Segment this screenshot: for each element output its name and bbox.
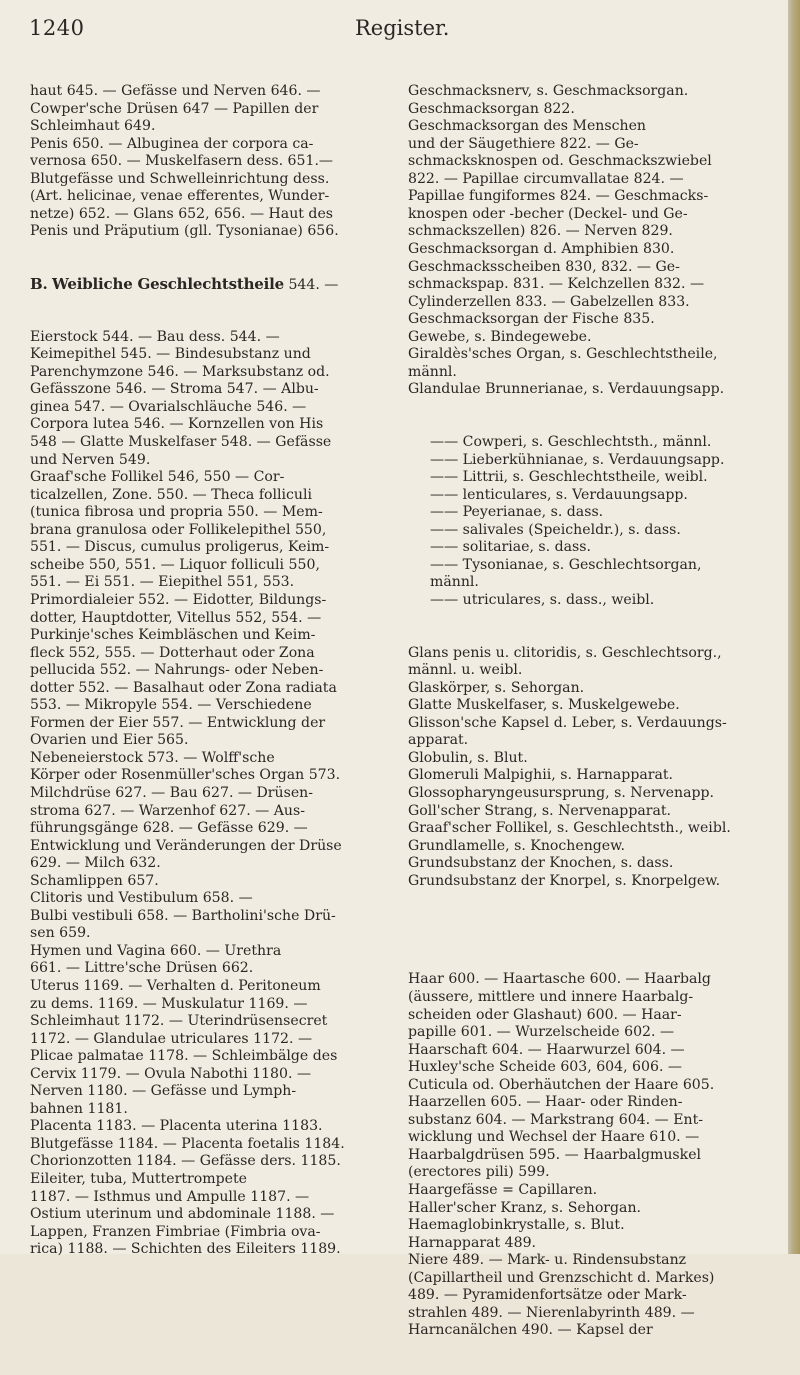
text-line: pellucida 552. — Nahrungs- oder Neben- [30, 662, 324, 679]
text-line: Graaf'scher Follikel, s. Geschlechtsth., weibl. [408, 820, 731, 837]
text-line: Haller'scher Kranz, s. Sehorgan. [408, 1199, 642, 1216]
text-line: Gefässzone 546. — Stroma 547. — Albu- [30, 381, 319, 398]
text-line: männl. [430, 574, 479, 591]
text-line: Geschmacksorgan d. Amphibien 830. [408, 241, 675, 258]
text-line: Glatte Muskelfaser, s. Muskelgewebe. [408, 697, 680, 714]
text-line: (äussere, mittlere und innere Haarbalg- [408, 988, 694, 1005]
text-line: führungsgänge 628. — Gefässe 629. — [30, 820, 308, 837]
text-line: Glomeruli Malpighii, s. Harnapparat. [408, 767, 674, 784]
text-line: brana granulosa oder Follikelepithel 550, [30, 521, 327, 538]
text-line: Penis 650. — Albuginea der corpora ca- [30, 135, 314, 152]
text-line: 629. — Milch 632. [30, 855, 161, 872]
text-line: Globulin, s. Blut. [408, 749, 528, 766]
text-line: —— solitariae, s. dass. [430, 539, 591, 556]
text-line: ginea 547. — Ovarialschläuche 546. — [30, 398, 307, 415]
text-line: zu dems. 1169. — Muskulatur 1169. — [30, 995, 308, 1012]
text-line: (Capillartheil und Grenzschicht d. Markes) [408, 1269, 715, 1286]
text-line: scheiden oder Glashaut) 600. — Haar- [408, 1006, 682, 1023]
h-entries [408, 971, 778, 1339]
text-line: (erectores pili) 599. [408, 1164, 550, 1181]
geschmack-entries [408, 83, 778, 399]
letter-gap [408, 925, 778, 936]
penis-entry-block [30, 83, 390, 241]
text-line: Haar 600. — Haartasche 600. — Haarbalg [408, 971, 711, 988]
text-line: substanz 604. — Markstrang 604. — Ent- [408, 1111, 703, 1128]
text-line: Hymen und Vagina 660. — Urethra [30, 942, 282, 959]
text-line: Entwicklung und Veränderungen der Drüse [30, 837, 342, 854]
text-line: —— Tysonianae, s. Geschlechtsorgan, [430, 556, 702, 573]
text-line: knospen oder -becher (Deckel- und Ge- [408, 205, 688, 222]
text-line: fleck 552, 555. — Dotterhaut oder Zona [30, 644, 315, 661]
page-header [0, 16, 790, 42]
left-column [30, 48, 390, 1294]
text-line: und der Säugethiere 822. — Ge- [408, 135, 639, 152]
text-line: Goll'scher Strang, s. Nervenapparat. [408, 802, 672, 819]
text-line: 548 — Glatte Muskelfaser 548. — Gefässe [30, 434, 332, 451]
text-line: Grundsubstanz der Knorpel, s. Knorpelgew. [408, 872, 721, 889]
section-heading-b [30, 276, 390, 294]
text-line: Cowper'sche Drüsen 647 — Papillen der [30, 100, 319, 117]
text-line: Cylinderzellen 833. — Gabelzellen 833. [408, 293, 690, 310]
text-line: 661. — Littre'sche Drüsen 662. [30, 960, 254, 977]
text-line: Keimepithel 545. — Bindesubstanz und [30, 346, 311, 363]
text-line: Lappen, Franzen Fimbriae (Fimbria ova- [30, 1223, 321, 1240]
text-line: 822. — Papillae circumvallatae 824. — [408, 170, 684, 187]
text-line: Ovarien und Eier 565. [30, 732, 189, 749]
text-line: 489. — Pyramidenfortsätze oder Mark- [408, 1287, 687, 1304]
text-line: —— salivales (Speicheldr.), s. dass. [430, 521, 681, 538]
text-line: Milchdrüse 627. — Bau 627. — Drüsen- [30, 784, 314, 801]
text-line: 1172. — Glandulae utriculares 1172. — [30, 1030, 313, 1047]
text-line: Purkinje'sches Keimbläschen und Keim- [30, 627, 316, 644]
text-line: Glisson'sche Kapsel d. Leber, s. Verdauungs- [408, 714, 727, 731]
right-column [408, 48, 778, 1375]
text-line: —— Lieberkühnianae, s. Verdauungsapp. [430, 451, 725, 468]
text-line: 551. — Ei 551. — Eiepithel 551, 553. [30, 574, 295, 591]
text-line: Haarbalgdrüsen 595. — Haarbalgmuskel [408, 1146, 702, 1163]
text-line: sen 659. [30, 925, 91, 942]
text-line: Papillae fungiformes 824. — Geschmacks- [408, 188, 709, 205]
female-organs-block [30, 329, 390, 1259]
text-line: ticalzellen, Zone. 550. — Theca folliculi [30, 486, 313, 503]
text-line: Giraldès'sches Organ, s. Geschlechtstheile, [408, 346, 718, 363]
page-number: 1240 [29, 16, 85, 40]
text-line: Eierstock 544. — Bau dess. 544. — [30, 328, 280, 345]
text-line: Haemaglobinkrystalle, s. Blut. [408, 1217, 625, 1234]
text-line: Glaskörper, s. Sehorgan. [408, 679, 585, 696]
text-line: Harncanälchen 490. — Kapsel der [408, 1322, 653, 1339]
text-line: scheibe 550, 551. — Liquor folliculi 550, [30, 556, 320, 573]
text-line: —— Cowperi, s. Geschlechtsth., männl. [430, 434, 712, 451]
text-line: (Art. helicinae, venae efferentes, Wunder- [30, 188, 330, 205]
text-line: Penis und Präputium (gll. Tysonianae) 656. [30, 223, 339, 240]
text-line: Placenta 1183. — Placenta uterina 1183. [30, 1118, 323, 1135]
text-line: Glandulae Brunnerianae, s. Verdauungsapp. [408, 381, 725, 398]
text-line: —— Littrii, s. Geschlechtstheile, weibl. [430, 469, 708, 486]
text-line: Nebeneierstock 573. — Wolff'sche [30, 749, 275, 766]
text-line: —— utriculares, s. dass., weibl. [430, 591, 655, 608]
text-line: männl. [408, 363, 457, 380]
text-line: Uterus 1169. — Verhalten d. Peritoneum [30, 977, 321, 994]
text-line: Formen der Eier 557. — Entwicklung der [30, 714, 326, 731]
section-heading-label: B. [30, 276, 48, 294]
text-line: dotter, Hauptdotter, Vitellus 552, 554. — [30, 609, 322, 626]
text-line: Blutgefässe 1184. — Placenta foetalis 1184. [30, 1135, 345, 1152]
text-line: Cuticula od. Oberhäutchen der Haare 605. [408, 1076, 715, 1093]
text-line: Ostium uterinum und abdominale 1188. — [30, 1206, 335, 1223]
text-line: Parenchymzone 546. — Marksubstanz od. [30, 363, 330, 380]
text-line: Harnapparat 489. [408, 1234, 537, 1251]
text-line: 1187. — Isthmus und Ampulle 1187. — [30, 1188, 310, 1205]
text-line: Geschmacksnerv, s. Geschmacksorgan. [408, 83, 689, 100]
text-line: Corpora lutea 546. — Kornzellen von His [30, 416, 324, 433]
text-line: schmacksknospen od. Geschmackszwiebel [408, 153, 712, 170]
text-line: Gewebe, s. Bindegewebe. [408, 328, 592, 345]
text-line: Haarschaft 604. — Haarwurzel 604. — [408, 1041, 685, 1058]
text-line: Schleimhaut 649. [30, 118, 156, 135]
text-line: rica) 1188. — Schichten des Eileiters 1189. [30, 1241, 341, 1258]
text-line: Geschmacksorgan der Fische 835. [408, 311, 655, 328]
text-line: Körper oder Rosenmüller'sches Organ 573. [30, 767, 341, 784]
text-line: 551. — Discus, cumulus proligerus, Keim- [30, 539, 330, 556]
g-entries [408, 645, 778, 891]
text-line: und Nerven 549. [30, 451, 151, 468]
section-heading-rest: 544. — [283, 277, 339, 294]
text-line: Haargefässe = Capillaren. [408, 1182, 598, 1198]
text-line: Nerven 1180. — Gefässe und Lymph- [30, 1083, 297, 1100]
text-line: Schamlippen 657. [30, 872, 159, 889]
text-line: Primordialeier 552. — Eidotter, Bildungs- [30, 591, 327, 608]
text-line: schmackszellen) 826. — Nerven 829. [408, 223, 673, 240]
text-line: Geschmacksscheiben 830, 832. — Ge- [408, 258, 680, 275]
text-line: Blutgefässe und Schwelleinrichtung dess. [30, 170, 330, 187]
text-line: Schleimhaut 1172. — Uterindrüsensecret [30, 1013, 328, 1030]
text-line: Cervix 1179. — Ovula Nabothi 1180. — [30, 1065, 312, 1082]
text-line: (tunica fibrosa und propria 550. — Mem- [30, 504, 323, 521]
text-line: wicklung und Wechsel der Haare 610. — [408, 1129, 700, 1146]
running-title: Register. [355, 16, 450, 40]
text-line: stroma 627. — Warzenhof 627. — Aus- [30, 802, 305, 819]
text-line: schmackspap. 831. — Kelchzellen 832. — [408, 276, 705, 293]
page-edge [788, 0, 800, 1254]
text-line: Bulbi vestibuli 658. — Bartholini'sche Drü- [30, 907, 336, 924]
text-line: männl. u. weibl. [408, 662, 523, 679]
text-line: Clitoris und Vestibulum 658. — [30, 890, 253, 907]
text-line: apparat. [408, 732, 469, 749]
text-line: haut 645. — Gefässe und Nerven 646. — [30, 83, 321, 100]
text-line: Chorionzotten 1184. — Gefässe ders. 1185. [30, 1153, 341, 1170]
text-line: Graaf'sche Follikel 546, 550 — Cor- [30, 469, 285, 486]
text-line: Eileiter, tuba, Muttertrompete [30, 1171, 247, 1187]
text-line: Grundsubstanz der Knochen, s. dass. [408, 855, 674, 872]
text-line: Haarzellen 605. — Haar- oder Rinden- [408, 1094, 683, 1111]
text-line: Geschmacksorgan des Menschen [408, 118, 646, 135]
text-line: Geschmacksorgan 822. [408, 100, 575, 117]
text-line: bahnen 1181. [30, 1100, 128, 1117]
text-line: papille 601. — Wurzelscheide 602. — [408, 1024, 675, 1041]
text-line: Glossopharyngeusursprung, s. Nervenapp. [408, 784, 715, 801]
text-line: netze) 652. — Glans 652, 656. — Haut des [30, 205, 334, 222]
text-line: Huxley'sche Scheide 603, 604, 606. — [408, 1059, 683, 1076]
text-line: strahlen 489. — Nierenlabyrinth 489. — [408, 1304, 695, 1321]
text-line: 553. — Mikropyle 554. — Verschiedene [30, 697, 312, 714]
text-line: dotter 552. — Basalhaut oder Zona radiata [30, 679, 337, 696]
text-line: Glans penis u. clitoridis, s. Geschlechtsorg., [408, 644, 722, 661]
text-line: vernosa 650. — Muskelfasern dess. 651.— [30, 153, 334, 170]
section-heading-title: Weibliche Geschlechtstheile [52, 276, 284, 294]
glandulae-subentries [408, 434, 778, 609]
text-line: —— lenticulares, s. Verdauungsapp. [430, 486, 688, 503]
text-line: Plicae palmatae 1178. — Schleimbälge des [30, 1048, 338, 1065]
text-line: Grundlamelle, s. Knochengew. [408, 837, 626, 854]
text-line: Niere 489. — Mark- u. Rindensubstanz [408, 1252, 687, 1269]
text-line: —— Peyerianae, s. dass. [430, 504, 604, 521]
